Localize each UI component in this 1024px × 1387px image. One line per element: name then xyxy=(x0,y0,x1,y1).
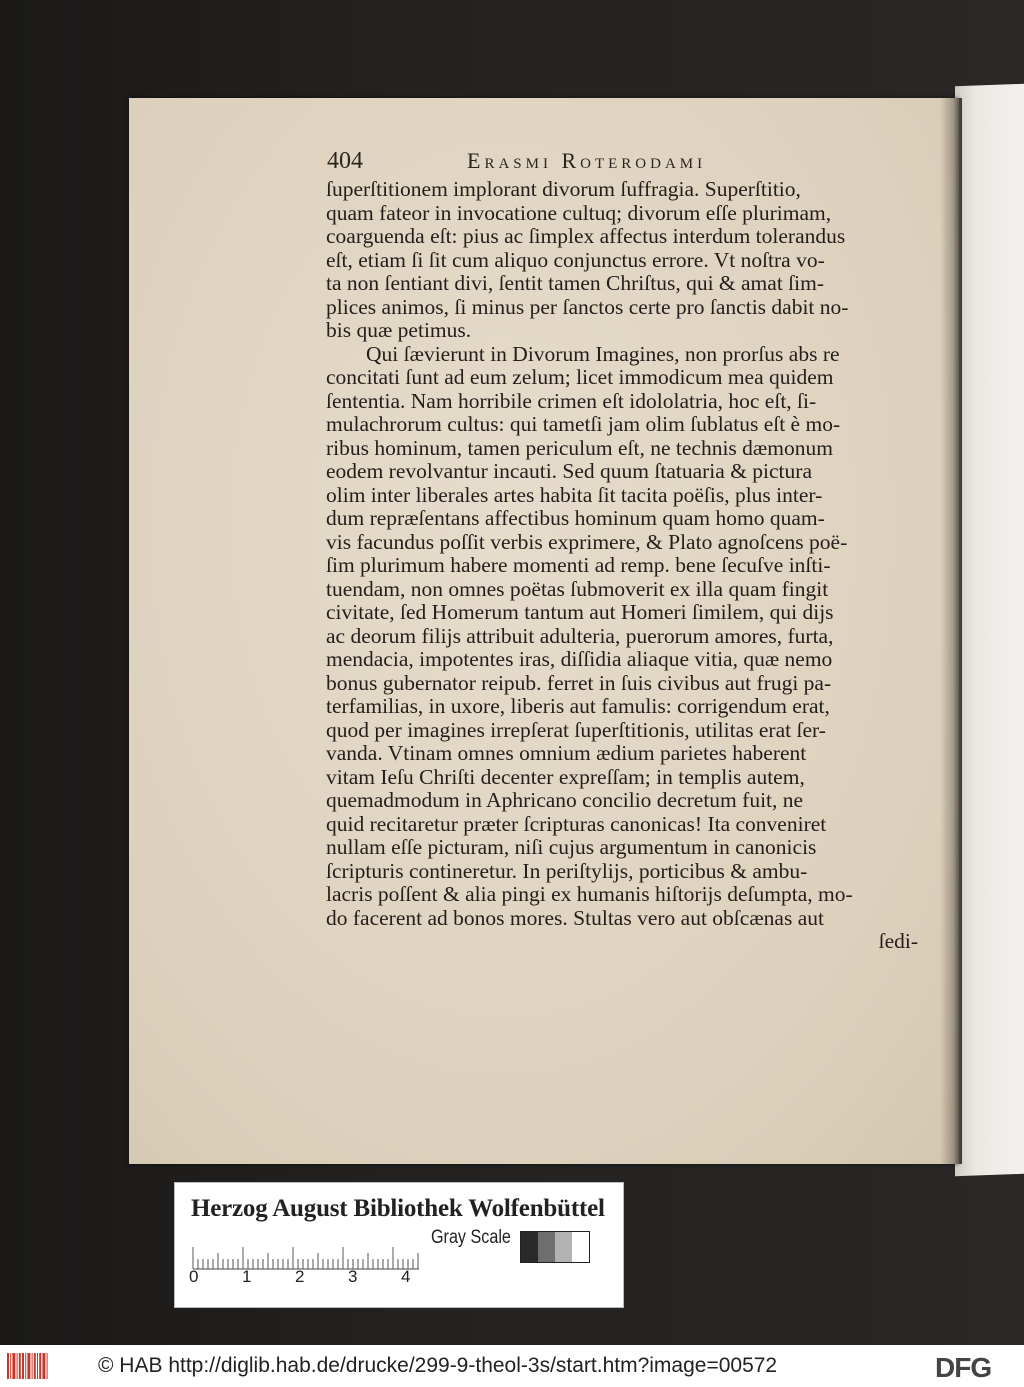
text-line: coarguenda eſt: pius ac ſimplex affectus interdum tolerandus xyxy=(326,224,846,248)
text-line: nullam eſſe picturam, niſi cujus argumentum in canonicis xyxy=(326,835,817,859)
text-line: ſententia. Nam horribile crimen eſt idololatria, hoc eſt, ſi- xyxy=(326,388,817,413)
text-line: bonus gubernator reipub. ferret in ſuis civibus aut frugi pa- xyxy=(326,670,832,695)
text-line: vanda. Vtinam omnes omnium ædium parietes haberent xyxy=(326,741,807,765)
barcode-bar xyxy=(34,1353,36,1379)
barcode-bar xyxy=(7,1353,9,1379)
gray-swatch-cell xyxy=(521,1232,538,1262)
text-line: lacris poſſent & alia pingi ex humanis hiſtorijs deſumpta, mo- xyxy=(326,882,853,906)
page-text xyxy=(326,178,926,954)
text-line: eodem revolvantur incauti. Sed quum ſtatuaria & pictura xyxy=(326,459,812,483)
barcode-bar xyxy=(37,1353,38,1379)
text-line: quemadmodum in Aphricano concilio decretum fuit, ne xyxy=(326,788,804,812)
text-line: eſt, etiam ſi ſit cum aliquo conjunctus errore. Vt noſtra vo- xyxy=(326,247,825,272)
ruler-number: 3 xyxy=(348,1267,358,1286)
text-line: do facerent ad bonos mores. Stultas vero aut obſcænas aut xyxy=(326,905,824,930)
text-line: vis facundus poſſit verbis exprimere, & Plato agnoſcens poë- xyxy=(326,529,848,554)
text-line: vitam Ieſu Chriſti decenter expreſſam; in templis autem, xyxy=(326,764,805,789)
ruler-number: 0 xyxy=(189,1267,199,1286)
running-head-title: Erasmi Roterodami xyxy=(467,148,707,173)
gray-scale-label: Gray Scale xyxy=(431,1227,511,1248)
ruler-numbers xyxy=(185,1267,435,1287)
barcode-bar xyxy=(10,1353,11,1379)
text-line: civitate, ſed Homerum tantum aut Homeri ſimilem, qui dijs xyxy=(326,600,834,624)
text-line: dum repræſentans affectibus hominum quam homo quam- xyxy=(326,506,825,530)
facing-page-bleed xyxy=(1000,170,1024,690)
text-line: ribus hominum, tamen periculum eſt, ne technis dæmonum xyxy=(326,435,833,460)
text-line: tuendam, non omnes poëtas ſubmoverit ex illa quam fingit xyxy=(326,576,829,601)
text-line: olim inter liberales artes habita ſit tacita poëſis, plus inter- xyxy=(326,482,823,507)
dfg-logo: DFG xyxy=(935,1352,992,1383)
text-line: bis quæ petimus. xyxy=(326,318,472,342)
library-color-card xyxy=(174,1182,624,1308)
text-line: ſuperſtitionem implorant divorum ſuffragia. Superſtitio, xyxy=(326,177,801,201)
barcode-bar xyxy=(39,1353,41,1379)
barcode-bar xyxy=(19,1353,21,1379)
gray-scale-swatch xyxy=(520,1231,590,1263)
text-line: ſcripturis contineretur. In periſtylijs, porticibus & ambu- xyxy=(326,858,808,883)
gray-swatch-cell xyxy=(538,1232,555,1262)
text-line: ſedi- xyxy=(878,929,918,953)
barcode-bar xyxy=(42,1353,45,1379)
hab-barcode-icon xyxy=(6,1351,50,1381)
footer-bar xyxy=(0,1345,1024,1387)
ruler-number: 4 xyxy=(401,1267,411,1286)
text-line: ac deorum filijs attribuit adulteria, puerorum amores, furta, xyxy=(326,623,834,648)
library-name: Herzog August Bibliothek Wolfenbüttel xyxy=(191,1195,605,1222)
barcode-bar xyxy=(25,1353,26,1379)
ruler-number: 1 xyxy=(242,1267,252,1286)
text-line: ta non ſentiant divi, ſentit tamen Chriſtus, qui & amat ſim- xyxy=(326,271,825,295)
barcode-bar xyxy=(32,1353,33,1379)
barcode-bar xyxy=(17,1353,18,1379)
page-number: 404 xyxy=(327,148,363,174)
text-line: mulachrorum cultus: qui tametſi jam olim ſublatus eſt è mo- xyxy=(326,412,841,436)
barcode-bar xyxy=(47,1353,48,1379)
barcode-bar xyxy=(27,1353,30,1379)
gray-swatch-cell xyxy=(555,1232,572,1262)
gray-swatch-cell xyxy=(572,1232,589,1262)
text-line: quam fateor in invocatione cultuq; divorum eſſe plurimam, xyxy=(326,200,832,225)
footer-source-link[interactable]: © HAB http://diglib.hab.de/drucke/299-9-theol-3s/start.htm?image=00572 xyxy=(98,1354,778,1377)
text-line: mendacia, impotentes iras, diſſidia aliaque vitia, quæ nemo xyxy=(326,647,833,671)
text-line: Qui ſævierunt in Divorum Imagines, non prorſus abs re xyxy=(366,341,840,366)
text-line: concitati ſunt ad eum zelum; licet immodicum mea quidem xyxy=(326,365,834,389)
barcode-bar xyxy=(22,1353,24,1379)
barcode-bar xyxy=(12,1353,15,1379)
ruler-number: 2 xyxy=(295,1267,305,1286)
page-gutter-shadow xyxy=(940,98,962,1164)
text-line: plices animos, ſi minus per ſanctos certe pro ſanctis dabit no- xyxy=(326,294,849,319)
text-line: quod per imagines irrepſerat ſuperſtitionis, utilitas erat ſer- xyxy=(326,717,826,742)
text-line: quid recitaretur præter ſcripturas canonicas! Ita conveniret xyxy=(326,811,827,836)
text-line: ſim plurimum habere momenti ad remp. bene ſecuſve inſti- xyxy=(326,553,831,577)
text-line: terfamilias, in uxore, liberis aut famulis: corrigendum erat, xyxy=(326,694,830,718)
